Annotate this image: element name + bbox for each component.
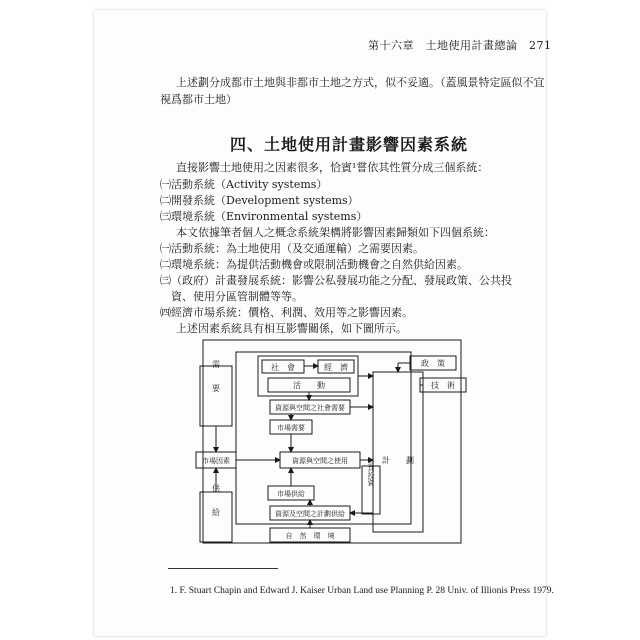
policy-label: 政 策 [421, 359, 445, 368]
society-label: 社 會 [271, 363, 295, 372]
para-3: 上述因素系統具有相互影響關係，如下圖所示。 [176, 322, 407, 335]
social-demand-label: 資源與空間之社會需要 [275, 404, 345, 412]
four-system-item: ㈢（政府）計畫發展系統：影響公私發展功能之分配、發展政策、公共投 [160, 274, 512, 287]
para-1: 直接影響土地使用之因素很多，恰賓¹嘗依其性質分成三個系統： [176, 161, 489, 174]
public-investment-label: 公共投資 [367, 458, 375, 486]
system-item: ㈢環境系統（Environmental systems） [160, 210, 368, 223]
natural-environment-label: 自 然 環 境 [285, 532, 335, 540]
market-demand-label: 市場需要 [277, 424, 305, 432]
activity-group-frame [258, 356, 358, 396]
footnote: 1. F. Stuart Chapin and Edward J. Kaiser Urban Land use Planning P. 28 Univ. of Illionis Press 1979. [170, 586, 554, 596]
para-2: 本文依據筆者個人之概念系統架構將影響因素歸類如下四個系統： [176, 226, 495, 239]
intro-line-1: 上述劃分成都市土地與非都市土地之方式，似不妥適。（蓋風景特定區似不宜 [176, 76, 545, 89]
four-system-item: ㈡環境系統：為提供活動機會或限制活動機會之自然供給因素。 [160, 258, 468, 271]
resource-use-label: 資源與空間之使用 [292, 457, 348, 465]
market-supply-label: 市場供給 [277, 490, 305, 498]
activity-label: 活 動 [293, 381, 325, 390]
four-system-item: 資、使用分區管制體等等。 [160, 290, 303, 303]
system-item: ㈡開發系統（Development systems） [160, 194, 359, 207]
system-item: ㈠活動系統（Activity systems） [160, 178, 328, 191]
supply-label: 供 給 [211, 484, 221, 516]
page-header: 第十六章 土地使用計畫總論 271 [368, 39, 552, 52]
footnote-rule [168, 568, 278, 569]
plan-label: 計 劃 [382, 456, 414, 465]
section-title: 四、土地使用計畫影響因素系統 [230, 135, 469, 154]
economy-label: 經 濟 [324, 363, 348, 372]
demand-label: 需 要 [211, 360, 221, 392]
four-system-item: ㈣經濟市場系統：價格、利潤、效用等之影響因素。 [160, 306, 413, 319]
planned-supply-label: 資源及空間之計劃供給 [275, 510, 345, 518]
market-factors-label: 市場因素 [202, 457, 230, 465]
four-system-item: ㈠活動系統：為土地使用（及交通運輸）之需要因素。 [160, 242, 424, 255]
intro-line-2: 視爲都市土地） [160, 93, 237, 106]
technology-label: 技 術 [431, 381, 455, 390]
